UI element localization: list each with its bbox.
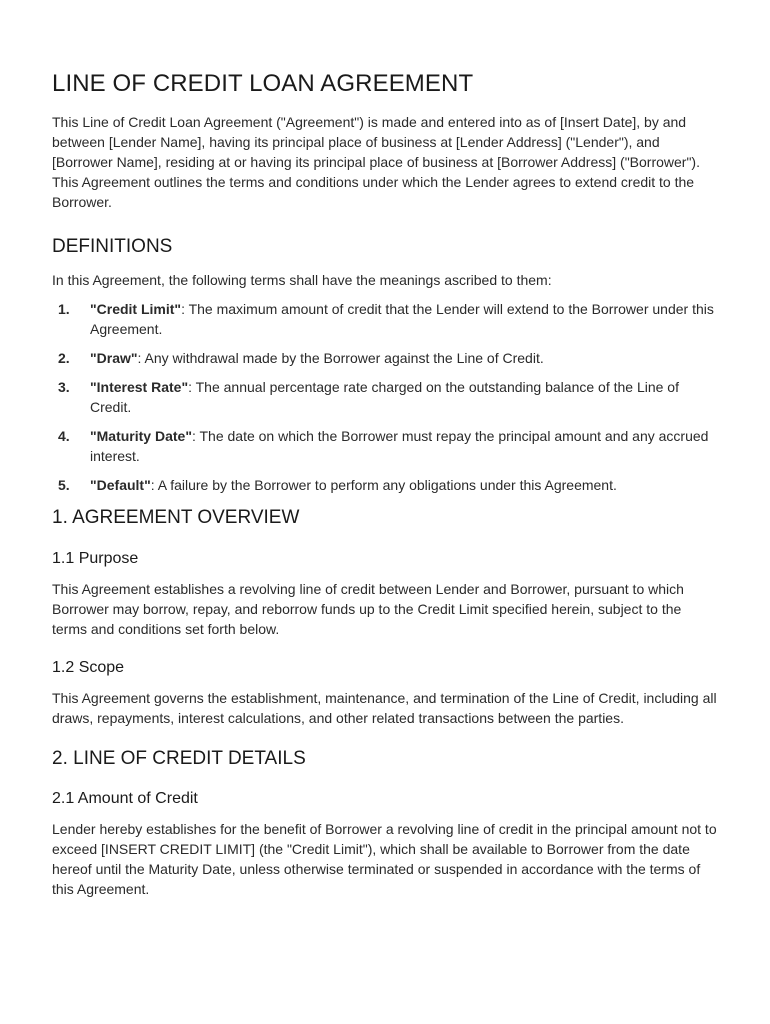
definition-text: : The annual percentage rate charged on the outstanding balance of the Line of Credit.	[90, 379, 679, 415]
purpose-heading: 1.1 Purpose	[52, 550, 139, 567]
section-2-heading: 2. LINE OF CREDIT DETAILS	[52, 748, 306, 769]
definition-number: 5.	[58, 477, 70, 493]
document-title: LINE OF CREDIT LOAN AGREEMENT	[52, 70, 474, 97]
amount-of-credit-heading: 2.1 Amount of Credit	[52, 790, 198, 807]
definition-item	[52, 299, 720, 339]
definition-item	[52, 475, 720, 495]
definition-body	[90, 377, 720, 417]
definition-number: 3.	[58, 379, 70, 395]
definition-item	[52, 426, 720, 466]
amount-of-credit-paragraph: Lender hereby establishes for the benefit of Borrower a revolving line of credit in the principal amount not to exceed [INSERT CREDIT LIMIT] (the "Credit Limit"), which shall be available to Borrower from the date hereof until the Maturity Date, unless otherwise terminated or suspended in accordance with the terms of this Agreement.	[52, 821, 717, 897]
definition-number: 2.	[58, 350, 70, 366]
definition-number: 4.	[58, 428, 70, 444]
scope-paragraph: This Agreement governs the establishment, maintenance, and termination of the Line of Credit, including all draws, repayments, interest calculations, and other related transactions between the parties.	[52, 690, 717, 726]
definitions-list	[52, 299, 720, 495]
scope-heading: 1.2 Scope	[52, 659, 125, 676]
definition-number: 1.	[58, 301, 70, 317]
section-1-heading: 1. AGREEMENT OVERVIEW	[52, 507, 300, 528]
definition-body	[90, 475, 720, 495]
purpose-paragraph: This Agreement establishes a revolving line of credit between Lender and Borrower, pursuant to which Borrower may borrow, repay, and reborrow funds up to the Credit Limit specified herein, subject to the terms and conditions set forth below.	[52, 581, 684, 637]
definition-term: "Credit Limit"	[90, 301, 182, 317]
intro-paragraph: This Line of Credit Loan Agreement ("Agreement") is made and entered into as of [Insert Date], by and between [Lender Name], having its principal place of business at [Lender Address] ("Lender"), and [Borrower Name], residing at or having its principal place of business at [Borrower Address] ("Borrower"). This Agreement outlines the terms and conditions under which the Lender agrees to extend credit to the Borrower.	[52, 114, 700, 210]
definition-item	[52, 348, 720, 368]
definition-body	[90, 348, 720, 368]
definition-text: : A failure by the Borrower to perform any obligations under this Agreement.	[150, 477, 617, 493]
definition-body	[90, 299, 720, 339]
definition-body	[90, 426, 720, 466]
definition-text: : Any withdrawal made by the Borrower against the Line of Credit.	[137, 350, 544, 366]
definition-term: "Maturity Date"	[90, 428, 192, 444]
definitions-intro: In this Agreement, the following terms shall have the meanings ascribed to them:	[52, 272, 552, 288]
definition-term: "Default"	[90, 477, 151, 493]
definition-text: : The date on which the Borrower must repay the principal amount and any accrued interest.	[90, 428, 709, 464]
definition-text: : The maximum amount of credit that the Lender will extend to the Borrower under this Agreement.	[90, 301, 714, 337]
definitions-heading: DEFINITIONS	[52, 236, 173, 257]
definition-item	[52, 377, 720, 417]
definition-term: "Interest Rate"	[90, 379, 189, 395]
definition-term: "Draw"	[90, 350, 138, 366]
